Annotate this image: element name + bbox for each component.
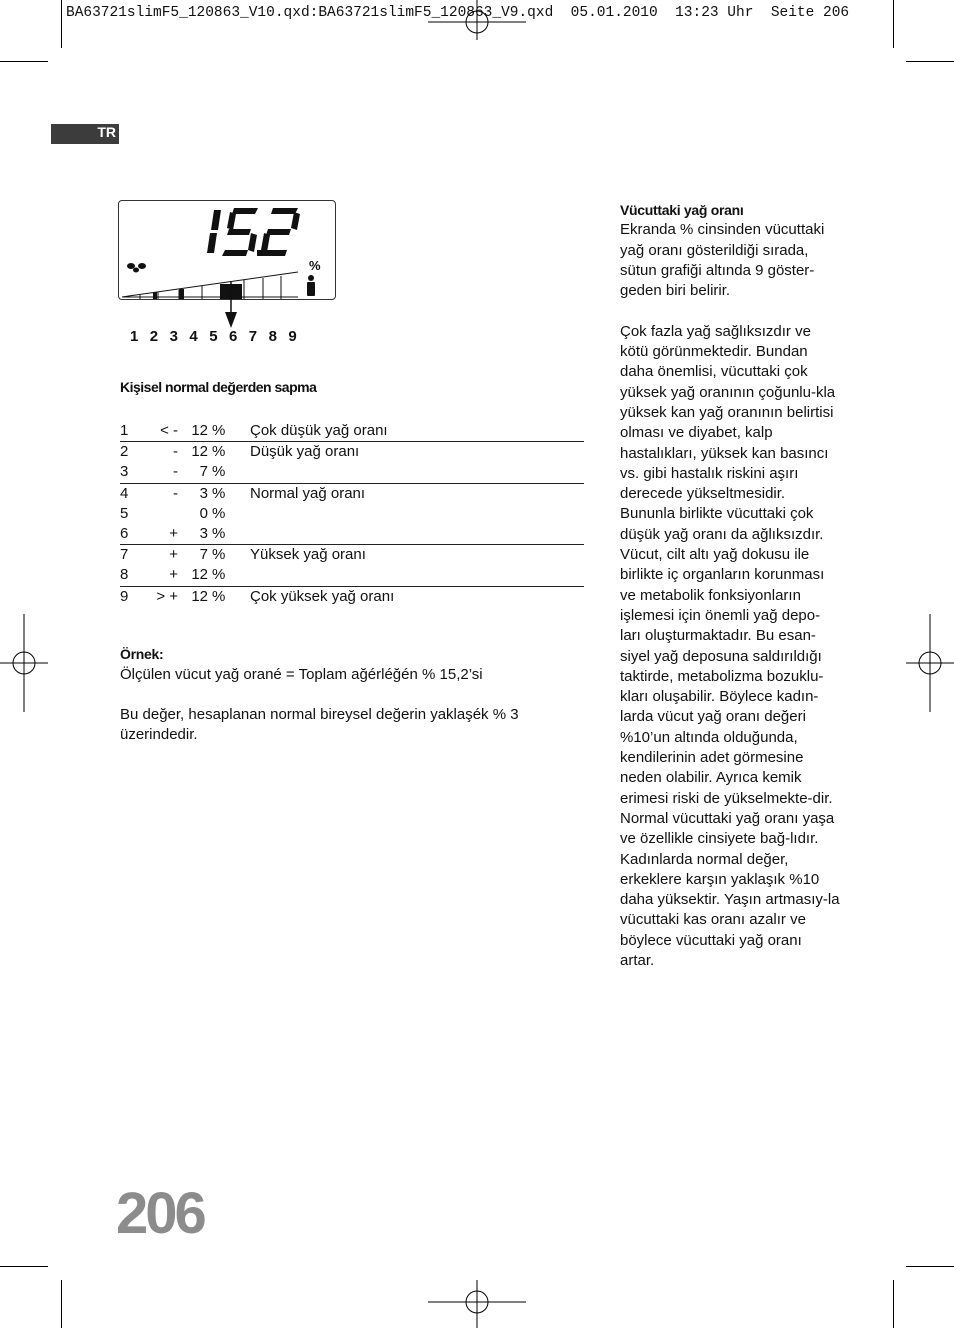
scale-number: 2 [149, 328, 159, 345]
row-label: Normal yağ oranı [250, 484, 366, 502]
example-line-2: Bu değer, hesaplanan normal bireysel değerin yaklaşék % 3 üzerindedir. [120, 706, 519, 744]
row-number: 2 [120, 443, 129, 461]
scale-display-graphics [118, 200, 348, 335]
row-label [250, 504, 584, 524]
row-label: Çok yüksek yağ oranı [250, 587, 395, 605]
table-row [120, 504, 584, 524]
table-row [120, 586, 584, 607]
language-tab: TR [51, 124, 119, 144]
row-sign: + [146, 524, 178, 545]
bar-segment [179, 289, 184, 299]
row-number: 7 [120, 546, 129, 564]
lcd-percent-unit: % [309, 258, 321, 273]
row-value: 12 [178, 421, 208, 442]
row-value: 7 [178, 462, 208, 483]
row-label: Düşük yağ oranı [250, 443, 360, 461]
row-sign [146, 504, 178, 524]
row-unit: % [212, 484, 226, 502]
row-label [250, 524, 584, 545]
bar-graph [122, 272, 298, 299]
deviation-table [120, 421, 584, 607]
lcd-digits [207, 208, 300, 256]
row-unit: % [212, 587, 226, 605]
table-row [120, 545, 584, 566]
registration-mark-left [0, 614, 48, 714]
crop-mark [906, 1266, 954, 1267]
crop-mark [893, 0, 894, 48]
row-value: 0 [199, 504, 208, 522]
row-unit: % [208, 524, 250, 545]
scale-number: 4 [189, 328, 198, 345]
example-heading: Örnek: [120, 646, 164, 662]
table-row [120, 442, 584, 463]
section-title: Vücuttaki yağ oranı [620, 202, 744, 218]
page-number: 206 [116, 1181, 204, 1246]
row-unit: % [212, 443, 226, 461]
scale-number: 1 [130, 328, 139, 345]
row-value: 12 [178, 565, 208, 586]
table-row [120, 524, 584, 545]
row-sign: > + [156, 587, 178, 605]
row-sign: + [169, 546, 178, 564]
row-label: Çok düşük yağ oranı [250, 421, 584, 442]
row-value: 3 [178, 524, 208, 545]
row-value: 3 [199, 484, 208, 502]
table-row [120, 565, 584, 586]
row-label [250, 565, 584, 586]
row-number: 8 [120, 565, 146, 586]
row-label [250, 462, 584, 483]
paragraph: Çok fazla yağ sağlıksızdır ve kötü görünmektedir. Bundan daha önemlisi, vücuttaki çok yüksek yağ oranının çoğunlu-kla yüksek kan yağ oranının belirtisi olması ve diyabet, kalp hastalıkları, yüksek kan basıncı vs. gibi hastalık riskini aşırı derecede yükseltmesidir. Bununla birlikte vücuttaki çok düşük yağ oranı da ağlıksızdır. Vücut, cilt altı yağ dokusu ile birlikte iç organların korunması ve metabolik fonksiyonların işlemesi için önemli yağ depo-ları oluşturmaktadır. Bu esan-siyel yağ deposuna saldırıldığı taktirde, metabolizma bozuklu-kları oluşabilir. Böylece kadın-larda vücut yağ oranı değeri %10’un altında olduğunda, kendilerinin adet görmesine neden olabilir. Ayrıca kemik erimesi riski de yükselmekte-dir. [620, 322, 836, 807]
person-icon [307, 275, 315, 296]
example-line-1: Ölçülen vücut yağ orané = Toplam ağérléğén % 15,2’si [120, 666, 483, 683]
registration-mark-top [428, 0, 528, 40]
row-sign: - [146, 462, 178, 483]
row-unit: % [212, 504, 226, 522]
row-label: Yüksek yağ oranı [250, 546, 366, 564]
row-unit: % [208, 462, 250, 483]
row-number: 1 [120, 421, 146, 442]
row-value: 12 [191, 443, 208, 461]
table-row [120, 421, 584, 442]
paragraph: Ekranda % cinsinden vücuttaki yağ oranı gösterildiği sırada, sütun grafiği altında 9 göster-geden biri belirir. [620, 221, 825, 300]
row-unit: % [208, 565, 250, 586]
crop-mark [893, 1280, 894, 1328]
crop-mark [61, 0, 62, 48]
row-value: 7 [199, 546, 208, 564]
row-number: 6 [120, 524, 146, 545]
scale-number: 9 [288, 328, 297, 345]
scale-number: 3 [169, 328, 178, 345]
deviation-heading: Kişisel normal değerden sapma [120, 379, 317, 395]
row-number: 5 [120, 504, 129, 522]
scale-numbers [130, 328, 308, 345]
row-sign: + [146, 565, 178, 586]
crop-mark [906, 61, 954, 62]
row-unit: % [208, 421, 250, 442]
row-value: 12 [191, 587, 208, 605]
scale-number: 7 [248, 328, 258, 345]
bar-segment [153, 292, 157, 299]
scale-number: 6 [228, 328, 238, 345]
paragraph: Normal vücuttaki yağ oranı yaşa ve özellikle cinsiyete bağ-lıdır. Kadınlarda normal değer, erkeklere karşın yaklaşık %10 daha yüksektir. Yaşın artmasıy-la vücuttaki kas oranı azalır ve böylece vücuttaki yağ oranı artar. [620, 809, 840, 969]
table-row [120, 483, 584, 504]
crop-mark [61, 1280, 62, 1328]
row-sign: < - [146, 421, 178, 442]
row-sign: - [173, 484, 178, 502]
crop-mark [0, 61, 48, 62]
registration-mark-bottom [428, 1280, 528, 1328]
crop-mark [0, 1266, 48, 1267]
right-column [620, 200, 840, 971]
print-header: BA63721slimF5_120863_V10.qxd:BA63721slimF5_120863_V9.qxd 05.01.2010 13:23 Uhr Seite 206 [66, 5, 850, 21]
row-sign: - [173, 443, 178, 461]
arrow-head [225, 312, 237, 328]
row-number: 9 [120, 587, 129, 605]
row-number: 4 [120, 484, 129, 502]
row-number: 3 [120, 462, 146, 483]
body-fat-icon [127, 263, 146, 273]
table-row [120, 462, 584, 483]
scale-number: 5 [209, 328, 218, 345]
scale-number: 8 [268, 328, 277, 345]
registration-mark-right [906, 614, 954, 714]
row-unit: % [212, 546, 226, 564]
